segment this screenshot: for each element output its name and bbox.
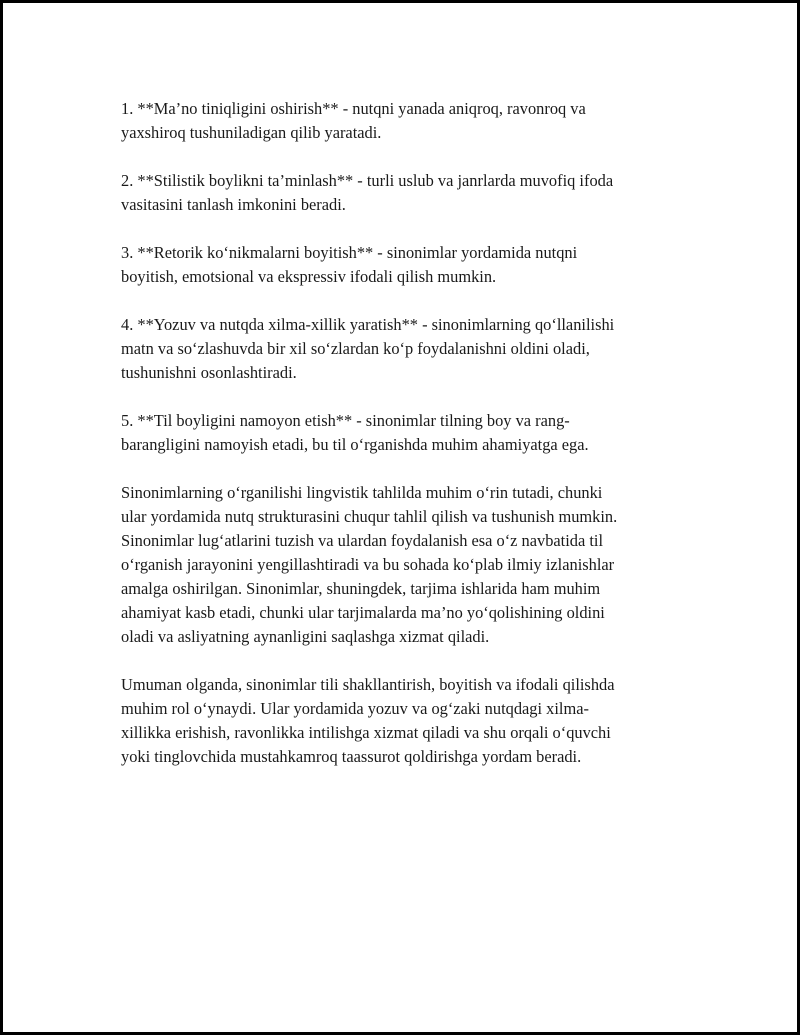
paragraph-study-line-7: oladi va asliyatning aynanligini saqlashga xizmat qiladi.	[121, 627, 490, 646]
paragraph-study-line-4: o‘rganish jarayonini yengillashtiradi va bu sohada ko‘plab ilmiy izlanishlar	[121, 555, 615, 574]
list-item-1	[121, 97, 691, 145]
paragraph-study	[121, 481, 691, 649]
list-item-2-line-2: vasitasini tanlash imkonini beradi.	[121, 195, 346, 214]
list-item-5-line-2: barangligini namoyish etadi, bu til o‘rganishda muhim ahamiyatga ega.	[121, 435, 589, 454]
paragraph-study-line-2: ular yordamida nutq strukturasini chuqur tahlil qilish va tushunish mumkin.	[121, 507, 618, 526]
paragraph-study-line-1: Sinonimlarning o‘rganilishi lingvistik tahlilda muhim o‘rin tutadi, chunki	[121, 483, 603, 502]
paragraph-conclusion-line-4: yoki tinglovchida mustahkamroq taassurot qoldirishga yordam beradi.	[121, 747, 582, 766]
list-item-2	[121, 169, 691, 217]
list-item-4-line-1: 4. **Yozuv va nutqda xilma-xillik yaratish** - sinonimlarning qo‘llanilishi	[121, 315, 615, 334]
list-item-5	[121, 409, 691, 457]
paragraph-study-line-6: ahamiyat kasb etadi, chunki ular tarjimalarda ma’no yo‘qolishining oldini	[121, 603, 605, 622]
document-body	[121, 97, 691, 793]
list-item-2-line-1: 2. **Stilistik boylikni ta’minlash** - turli uslub va janrlarda muvofiq ifoda	[121, 171, 614, 190]
list-item-3-line-1: 3. **Retorik ko‘nikmalarni boyitish** - sinonimlar yordamida nutqni	[121, 243, 578, 262]
list-item-3-line-2: boyitish, emotsional va ekspressiv ifodali qilish mumkin.	[121, 267, 497, 286]
paragraph-conclusion-line-2: muhim rol o‘ynaydi. Ular yordamida yozuv va og‘zaki nutqdagi xilma-	[121, 699, 589, 718]
paragraph-conclusion-line-3: xillikka erishish, ravonlikka intilishga xizmat qiladi va shu orqali o‘quvchi	[121, 723, 611, 742]
paragraph-study-line-5: amalga oshirilgan. Sinonimlar, shuningdek, tarjima ishlarida ham muhim	[121, 579, 601, 598]
list-item-3	[121, 241, 691, 289]
list-item-4-line-3: tushunishni osonlashtiradi.	[121, 363, 297, 382]
list-item-4	[121, 313, 691, 385]
paragraph-conclusion	[121, 673, 691, 769]
paragraph-conclusion-line-1: Umuman olganda, sinonimlar tili shakllantirish, boyitish va ifodali qilishda	[121, 675, 615, 694]
list-item-1-line-1: 1. **Ma’no tiniqligini oshirish** - nutqni yanada aniqroq, ravonroq va	[121, 99, 586, 118]
paragraph-study-line-3: Sinonimlar lug‘atlarini tuzish va ulardan foydalanish esa o‘z navbatida til	[121, 531, 604, 550]
list-item-4-line-2: matn va so‘zlashuvda bir xil so‘zlardan ko‘p foydalanishni oldini oladi,	[121, 339, 590, 358]
list-item-5-line-1: 5. **Til boyligini namoyon etish** - sinonimlar tilning boy va rang-	[121, 411, 570, 430]
list-item-1-line-2: yaxshiroq tushuniladigan qilib yaratadi.	[121, 123, 382, 142]
